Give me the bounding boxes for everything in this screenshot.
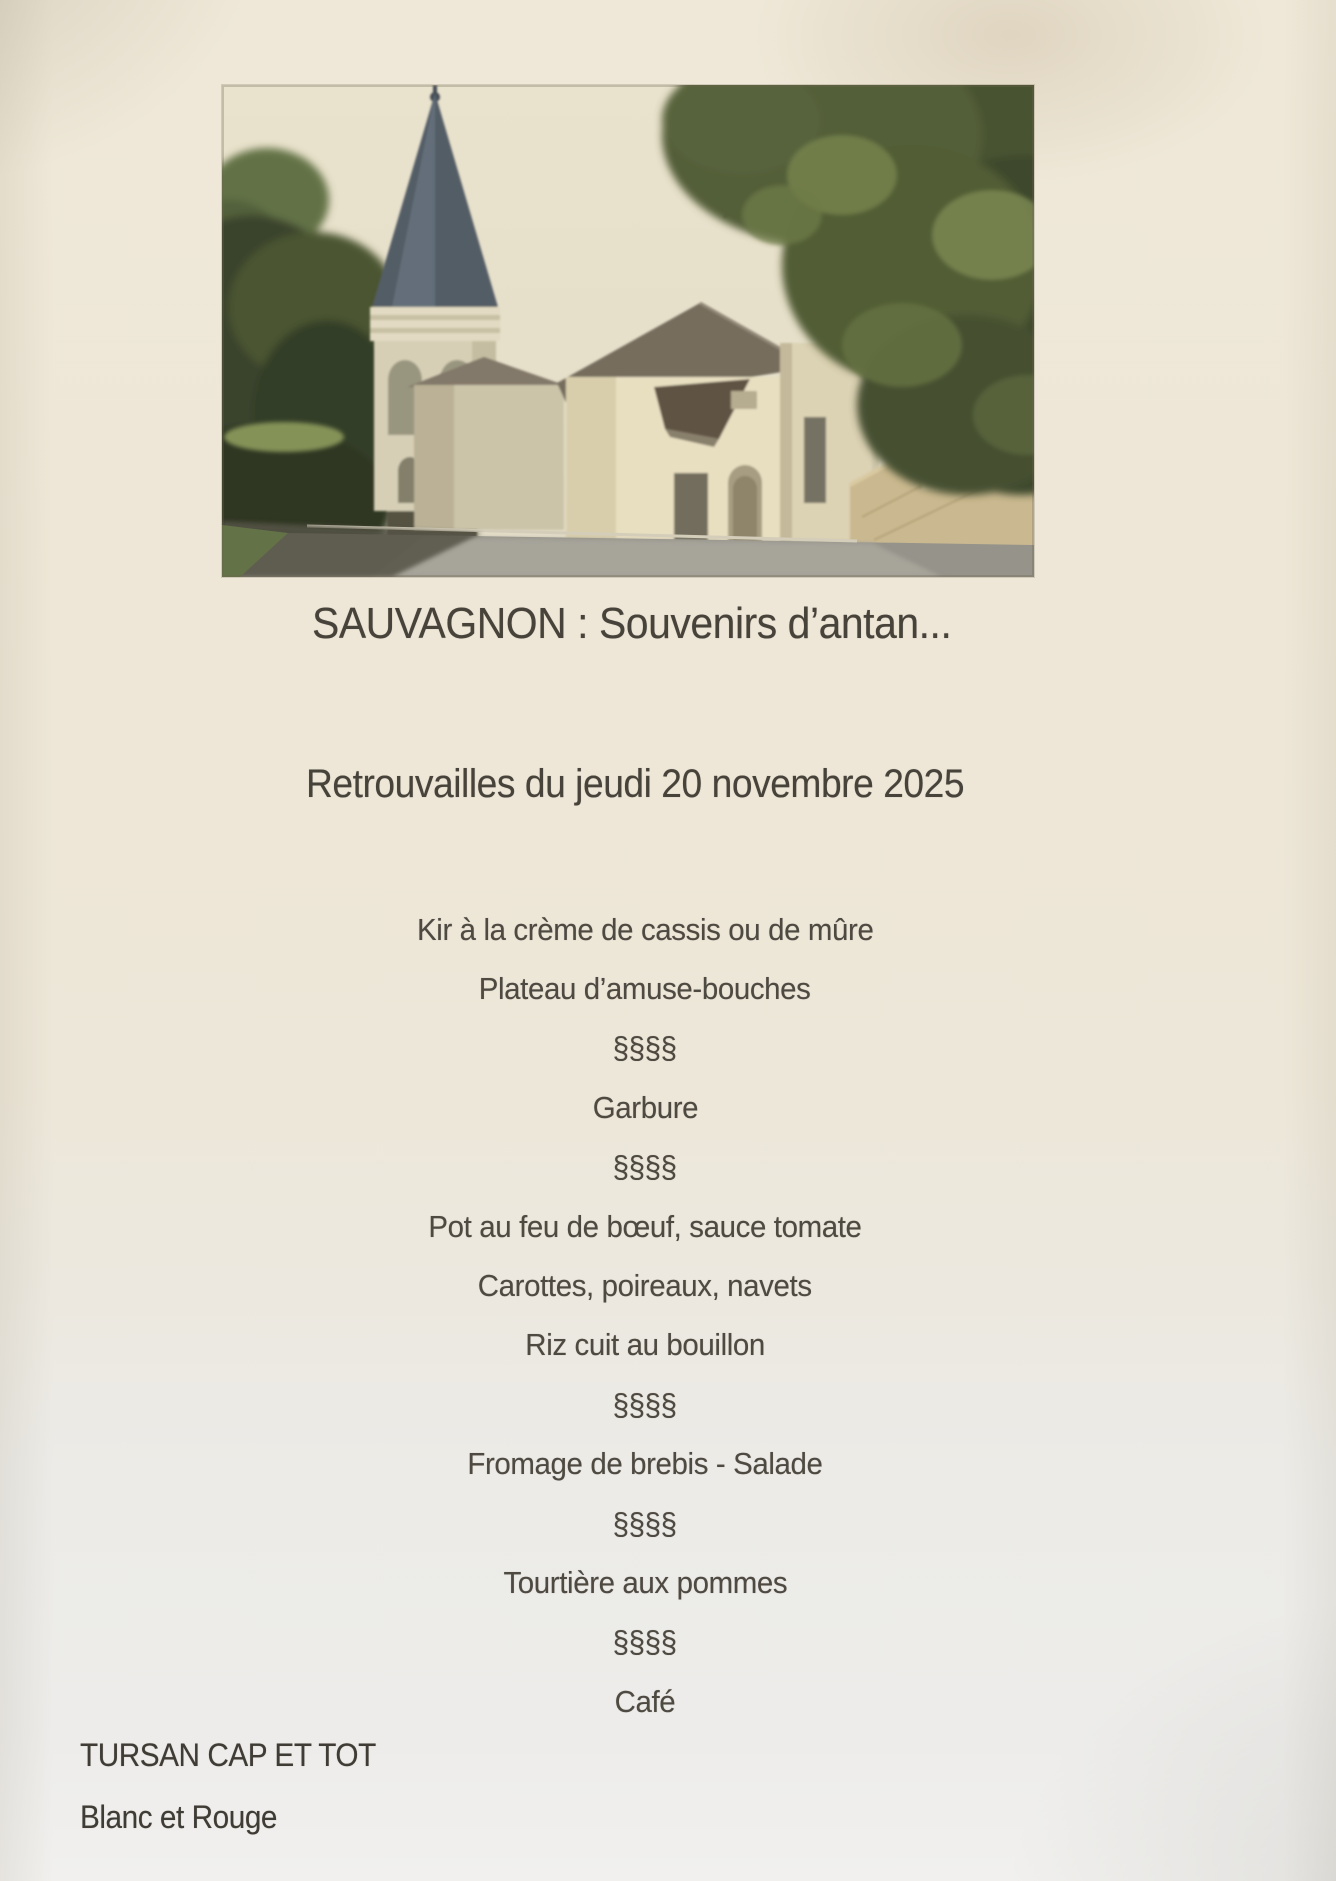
menu-item: Tourtière aux pommes [503, 1564, 787, 1600]
menu-item: Pot au feu de bœuf, sauce tomate [428, 1208, 862, 1244]
village-photo [222, 85, 1034, 577]
menu-item: Riz cuit au bouillon [525, 1327, 765, 1363]
page-title: SAUVAGNON : Souvenirs d’antan... [312, 599, 952, 648]
menu-separator: §§§§ [612, 1505, 678, 1541]
menu-item: Plateau d’amuse-bouches [479, 971, 811, 1007]
menu-item: Carottes, poireaux, navets [478, 1268, 812, 1304]
menu-item: Café [614, 1683, 676, 1719]
menu-separator: §§§§ [612, 1030, 678, 1066]
menu-item: Fromage de brebis - Salade [467, 1446, 823, 1482]
village-photo-scene [222, 85, 1034, 577]
menu-list [0, 900, 1290, 1731]
menu-separator: §§§§ [612, 1386, 678, 1422]
menu-item: Kir à la crème de cassis ou de mûre [416, 911, 874, 947]
menu-separator: §§§§ [612, 1624, 678, 1660]
wine-line-tursan: TURSAN CAP ET TOT [80, 1737, 376, 1773]
wine-line-colors: Blanc et Rouge [80, 1799, 277, 1835]
photo-wash [222, 85, 1034, 577]
event-date-line: Retrouvailles du jeudi 20 novembre 2025 [306, 762, 965, 806]
menu-separator: §§§§ [612, 1149, 678, 1185]
menu-item: Garbure [592, 1089, 698, 1125]
